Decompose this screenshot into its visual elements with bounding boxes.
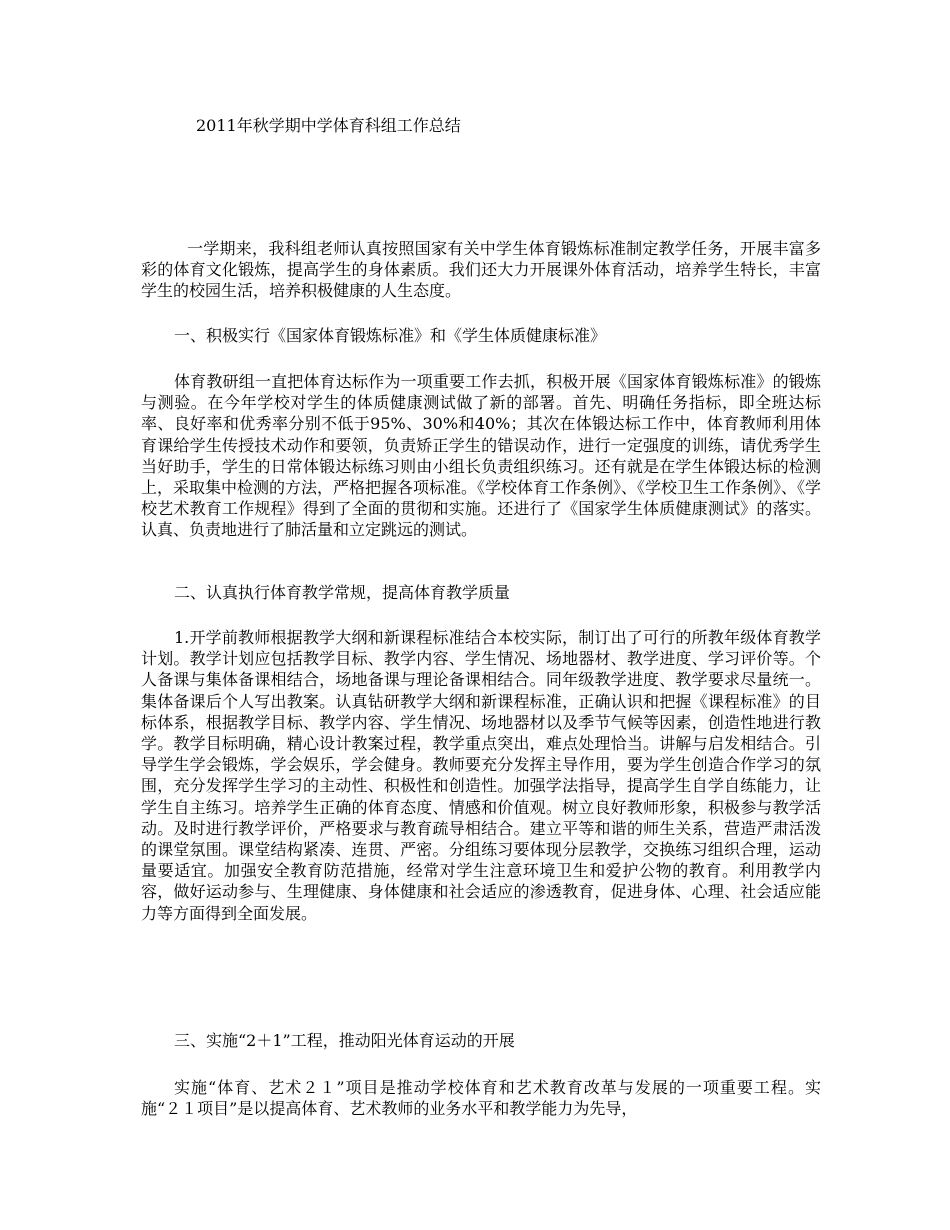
section-1-paragraph: 体育教研组一直把体育达标作为一项重要工作去抓，积极开展《国家体育锻炼标准》的锻炼与测验。在今年学校对学生的体质健康测试做了新的部署。首先、明确任务指标，即全班达标率、良好率和优秀率分别不低于95%、30%和40%；其次在体锻达标工作中，体育教师利用体育课给学生传授技术动作和要领，负责矫正学生的错误动作，进行一定强度的训练，请优秀学生当好助手，学生的日常体锻达标练习则由小组长负责组织练习。还有就是在学生体锻达标的检测上，采取集中检测的方法，严格把握各项标准。《学校体育工作条例》、《学校卫生工作条例》、《学校艺术教育工作规程》得到了全面的贯彻和实施。还进行了《国家学生体质健康测试》的落实。认真、负责地进行了肺活量和立定跳远的测试。 (141, 372, 822, 540)
section-2-paragraph: 1.开学前教师根据教学大纲和新课程标准结合本校实际，制订出了可行的所教年级体育教学计划。教学计划应包括教学目标、教学内容、学生情况、场地器材、教学进度、学习评价等。个人备课与集体备课相结合，场地备课与理论备课相结合。同年级教学进度、教学要求尽量统一。集体备课后个人写出教案。认真钻研教学大纲和新课程标准，正确认识和把握《课程标准》的目标体系，根据教学目标、教学内容、学生情况、场地器材以及季节气候等因素，创造性地进行教学。教学目标明确，精心设计教案过程，教学重点突出，难点处理恰当。讲解与启发相结合。引导学生学会锻炼，学会娱乐，学会健身。教师要充分发挥主导作用，要为学生创造合作学习的氛围，充分发挥学生学习的主动性、积极性和创造性。加强学法指导，提高学生自学自练能力，让学生自主练习。培养学生正确的体育态度、情感和价值观。树立良好教师形象，积极参与教学活动。及时进行教学评价，严格要求与教育疏导相结合。建立平等和谐的师生关系，营造严肃活泼的课堂氛围。课堂结构紧凑、连贯、严密。分组练习要体现分层教学，交换练习组织合理，运动量要适宜。加强安全教育防范措施，经常对学生注意环境卫生和爱护公物的教育。利用教学内容，做好运动参与、生理健康、身体健康和社会适应的渗透教育，促进身体、心理、社会适应能力等方面得到全面发展。 (141, 628, 821, 923)
section-3-heading: 三、实施“2＋1”工程，推动阳光体育运动的开展 (174, 1031, 515, 1050)
section-3-paragraph: 实施“体育、艺术２１”项目是推动学校体育和艺术教育改革与发展的一项重要工程。实施“２１项目”是以提高体育、艺术教师的业务水平和教学能力为先导， (141, 1078, 821, 1119)
section-1-heading: 一、积极实行《国家体育锻炼标准》和《学生体质健康标准》 (174, 326, 607, 345)
document-title: 2011年秋学期中学体育科组工作总结 (196, 116, 461, 135)
intro-paragraph: 一学期来，我科组老师认真按照国家有关中学生体育锻炼标准制定教学任务，开展丰富多彩的体育文化锻炼，提高学生的身体素质。我们还大力开展课外体育活动，培养学生特长，丰富学生的校园生活，培养积极健康的人生态度。 (141, 239, 821, 301)
section-2-heading: 二、认真执行体育教学常规，提高体育教学质量 (174, 583, 511, 602)
